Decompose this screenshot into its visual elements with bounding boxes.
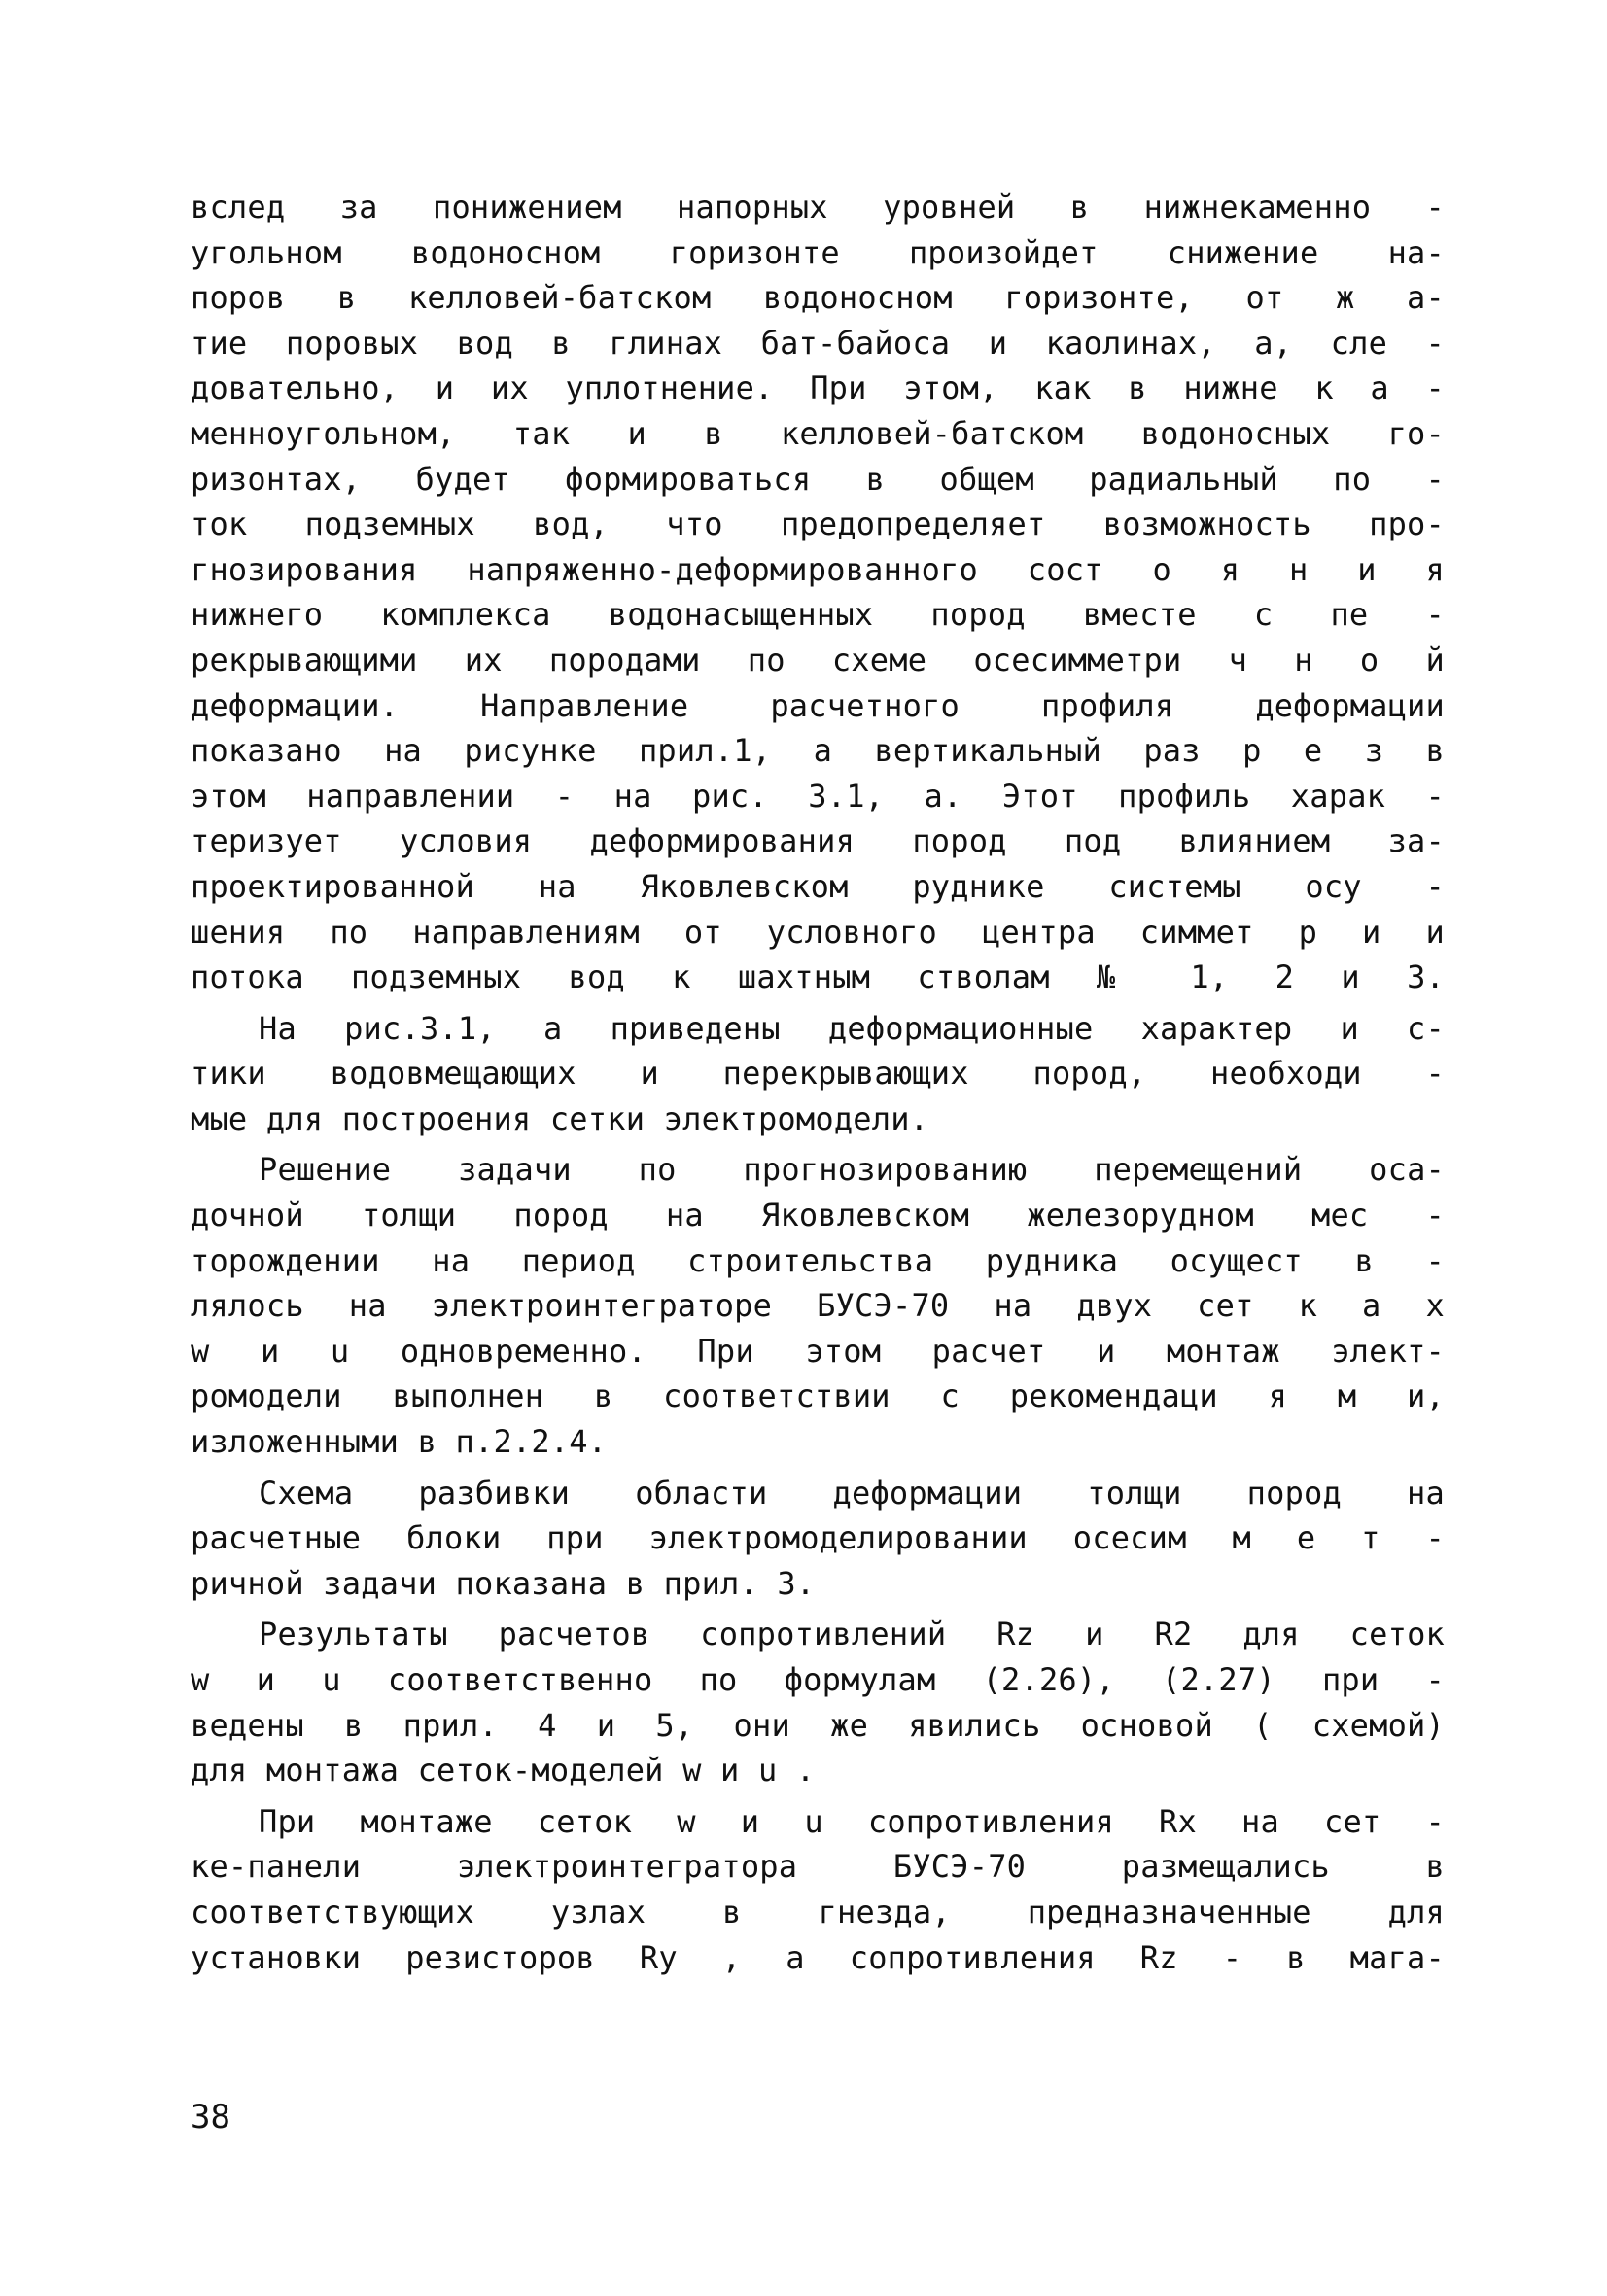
text-line: гнозирования напряженно-деформированного сост о я н и я — [191, 550, 1445, 588]
paragraph-1 — [191, 185, 1445, 1000]
text-line: показано на рисунке прил.1, а вертикальный раз р е з в — [191, 732, 1445, 770]
text-line: тики водовмещающих и перекрывающих пород, необходи - — [191, 1055, 1445, 1093]
text-line: тие поровых вод в глинах бат-байоса и каолинах, а, сле - — [191, 324, 1445, 362]
paragraph-6 — [191, 1799, 1445, 1980]
text-line: ке-панели электроинтегратора БУСЭ-70 размещались в — [191, 1848, 1445, 1886]
text-line: лялось на электроинтеграторе БУСЭ-70 на двух сет к а х — [191, 1287, 1445, 1325]
text-line: менноугольном, так и в келловей-батском водоносных го- — [191, 414, 1445, 452]
text-line: вслед за понижением напорных уровней в нижнекаменно - — [191, 189, 1445, 226]
paragraph-3 — [191, 1147, 1445, 1464]
text-line: шения по направлениям от условного центра симмет р и и — [191, 913, 1445, 951]
text-line: этом направлении - на рис. 3.1, а. Этот профиль харак - — [191, 777, 1445, 815]
text-line: ромодели выполнен в соответствии с рекомендаци я м и, — [191, 1377, 1445, 1415]
text-line: торождении на период строительства рудника осущест в - — [191, 1241, 1445, 1279]
text-line: изложенными в п.2.2.4. — [191, 1423, 608, 1461]
text-line: проектированной на Яковлевском руднике системы осу - — [191, 867, 1445, 905]
text-line: w и u соответственно по формулам (2.26), (2.27) при - — [191, 1661, 1445, 1698]
text-line: довательно, и их уплотнение. При этом, как в нижне к а - — [191, 369, 1445, 407]
text-line: Результаты расчетов сопротивлений Rz и R2 для сеток — [259, 1616, 1445, 1653]
text-line: w и u одновременно. При этом расчет и монтаж элект- — [191, 1332, 1445, 1370]
text-line: ричной задачи показана в прил. 3. — [191, 1564, 816, 1602]
text-line: установки резисторов Ry , а сопротивления Rz - в мага- — [191, 1938, 1445, 1976]
text-line: рекрывающими их породами по схеме осесимметри ч н о й — [191, 641, 1445, 678]
text-line: дочной толщи пород на Яковлевском железорудном мес - — [191, 1197, 1445, 1235]
text-line: Схема разбивки области деформации толщи пород на — [259, 1474, 1445, 1512]
text-line: для монтажа сеток-моделей w и u . — [191, 1752, 816, 1790]
text-line: ток подземных вод, что предопределяет возможность про- — [191, 505, 1445, 543]
text-line: расчетные блоки при электромоделировании осесим м е т - — [191, 1519, 1445, 1557]
paragraph-2 — [191, 1006, 1445, 1142]
text-line: ведены в прил. 4 и 5, они же явились основой ( схемой) — [191, 1706, 1445, 1744]
text-line: поров в келловей-батском водоносном горизонте, от ж а- — [191, 279, 1445, 317]
text-line: мые для построения сетки электромодели. — [191, 1099, 929, 1137]
text-line: соответствующих узлах в гнезда, предназначенные для — [191, 1893, 1445, 1931]
text-line: угольном водоносном горизонте произойдет снижение на- — [191, 233, 1445, 271]
page-number: 38 — [191, 2098, 230, 2137]
text-line: нижнего комплекса водонасыщенных пород вместе с пе - — [191, 596, 1445, 634]
text-line: Решение задачи по прогнозированию перемещений оса- — [259, 1151, 1445, 1189]
text-line: На рис.3.1, а приведены деформационные характер и с- — [259, 1009, 1445, 1047]
text-line: При монтаже сеток w и u сопротивления Rx на сет - — [259, 1802, 1445, 1840]
text-line: деформации. Направление расчетного профиля деформации — [191, 686, 1445, 724]
paragraph-5 — [191, 1612, 1445, 1792]
text-line: потока подземных вод к шахтным стволам № 1, 2 и 3. — [191, 958, 1445, 996]
text-line: теризует условия деформирования пород под влиянием за- — [191, 822, 1445, 860]
text-line: ризонтах, будет формироваться в общем радиальный по - — [191, 460, 1445, 498]
paragraph-4 — [191, 1471, 1445, 1607]
body-text — [191, 185, 1445, 1986]
